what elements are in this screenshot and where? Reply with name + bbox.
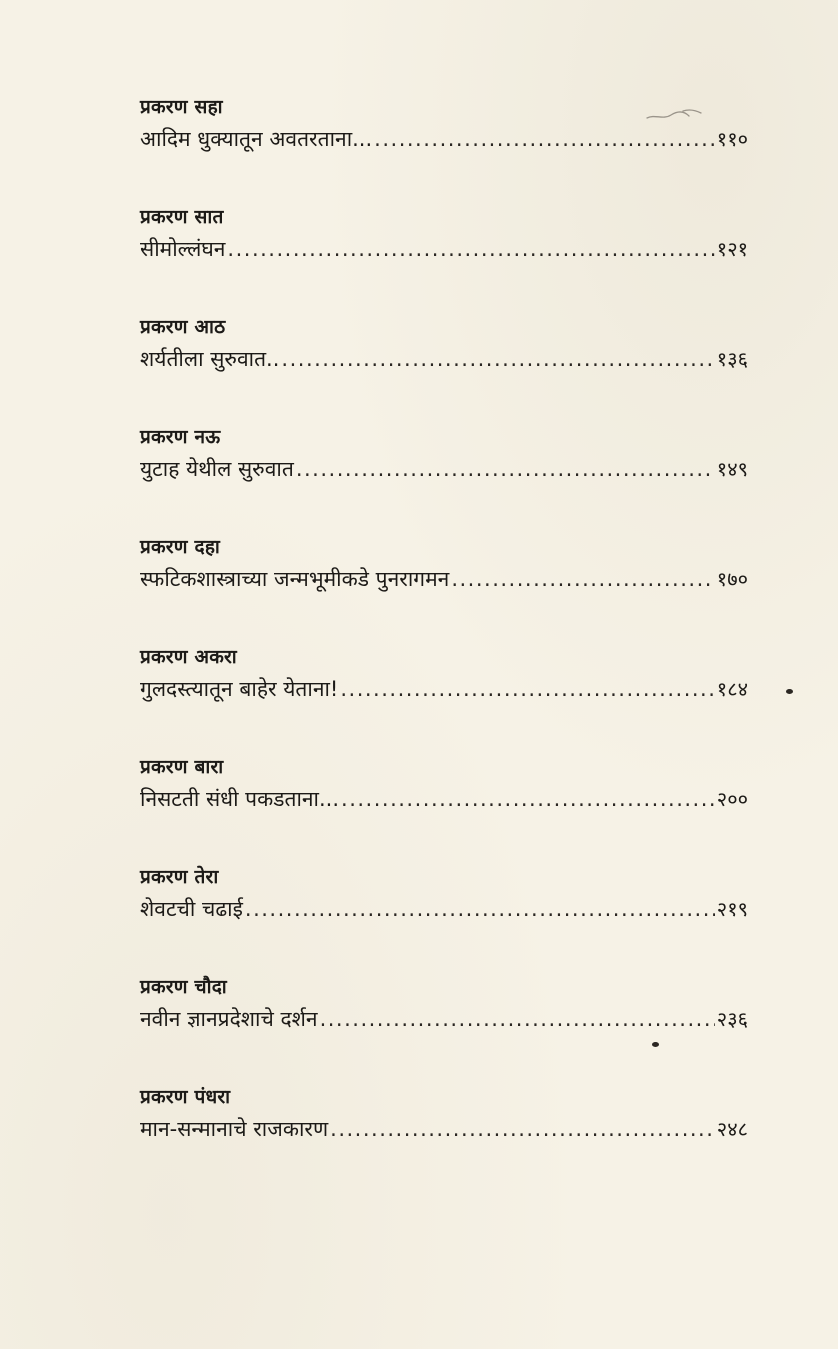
toc-line[interactable] [140,454,748,484]
toc-line[interactable] [140,344,748,374]
chapter-label: प्रकरण सहा [140,96,223,118]
toc-line[interactable] [140,674,748,704]
toc-entry [140,94,750,204]
chapter-title: गुलदस्त्यातून बाहेर येताना! [140,677,339,701]
chapter-label: प्रकरण दहा [140,536,221,558]
toc-line[interactable] [140,1004,748,1034]
dot-leader [374,124,715,154]
chapter-label: प्रकरण आठ [140,316,226,338]
dot-leader [330,1114,715,1144]
chapter-title: शर्यतीला सुरुवात.. [140,347,280,371]
chapter-title: आदिम धुक्यातून अवतरताना... [140,127,373,151]
dot-leader [281,344,714,374]
page-number: ११० [716,127,748,151]
page-number: १३६ [716,347,748,371]
toc-entry [140,754,750,864]
toc-entry [140,534,750,644]
page-number: २१९ [716,897,748,921]
dot-leader [340,674,714,704]
toc-entry [140,644,750,754]
dot-leader [245,894,715,924]
chapter-title: शेवटची चढाई [140,897,243,921]
chapter-title: सीमोल्लंघन [140,237,226,261]
chapter-label: प्रकरण सात [140,206,224,228]
toc-entry [140,974,750,1084]
dot-leader [341,784,715,814]
toc-line[interactable] [140,894,748,924]
toc-entry [140,314,750,424]
chapter-label: प्रकरण पंधरा [140,1086,231,1108]
chapter-label: प्रकरण चौदा [140,976,227,998]
page-number: २३६ [716,1007,748,1031]
dot-leader [296,454,715,484]
chapter-title: नवीन ज्ञानप्रदेशाचे दर्शन [140,1007,318,1031]
page-number: १२१ [716,237,748,261]
toc-line[interactable] [140,564,748,594]
ink-dot-icon [786,689,793,694]
dot-leader [320,1004,715,1034]
toc-line[interactable] [140,234,748,264]
table-of-contents [140,94,750,1194]
page-number: २०० [716,787,748,811]
toc-entry [140,1084,750,1194]
toc-line[interactable] [140,124,748,154]
chapter-title: स्फटिकशास्त्राच्या जन्मभूमीकडे पुनरागमन [140,567,450,591]
chapter-label: प्रकरण बारा [140,756,224,778]
chapter-label: प्रकरण नऊ [140,426,221,448]
chapter-title: मान-सन्मानाचे राजकारण [140,1117,329,1141]
toc-line[interactable] [140,784,748,814]
page-number: १७० [716,567,748,591]
page-number: १४९ [716,457,748,481]
page-number: १८४ [716,677,748,701]
toc-entry [140,204,750,314]
dot-leader [227,234,714,264]
chapter-label: प्रकरण तेरा [140,866,219,888]
dot-leader [451,564,714,594]
toc-entry [140,864,750,974]
toc-entry [140,424,750,534]
toc-line[interactable] [140,1114,748,1144]
page-number: २४८ [716,1117,748,1141]
chapter-title: निसटती संधी पकडताना... [140,787,340,811]
chapter-title: युटाह येथील सुरुवात [140,457,294,481]
chapter-label: प्रकरण अकरा [140,646,237,668]
